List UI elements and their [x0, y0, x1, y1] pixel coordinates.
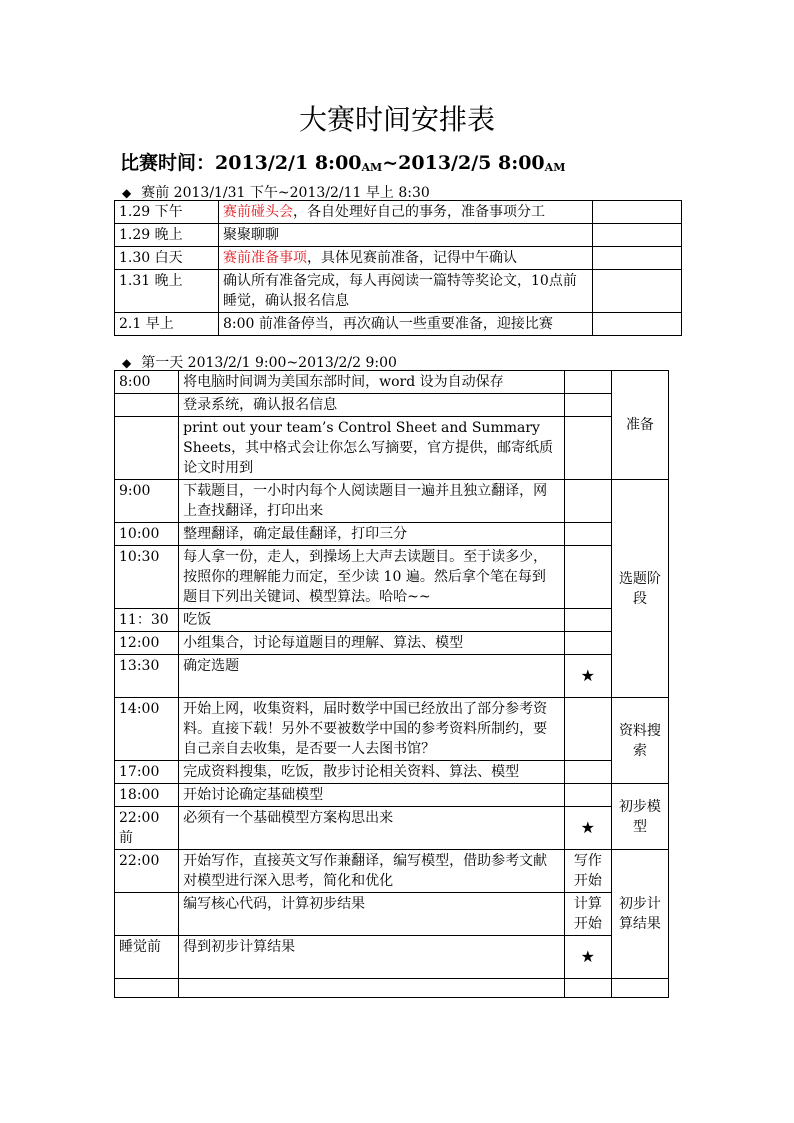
row-time: 18:00: [115, 784, 179, 807]
row-time: 1.30 白天: [115, 247, 219, 270]
row-time: 1.31 晚上: [115, 270, 219, 313]
row-desc: 将电脑时间调为美国东部时间，word 设为自动保存: [179, 371, 565, 394]
row-time: 12:00: [115, 632, 179, 655]
row-note: [593, 313, 682, 336]
row-desc-text: ，具体见赛前准备，记得中午确认: [307, 250, 517, 266]
row-desc-highlight: 赛前碰头会: [223, 204, 293, 220]
row-time: 10:30: [115, 546, 179, 609]
row-time: 17:00: [115, 761, 179, 784]
row-desc: 每人拿一份，走人，到操场上大声去读题目。至于读多少，按照你的理解能力而定，至少读 10 遍。然后拿个笔在每到题目下列出关键词、模型算法。哈哈~~: [179, 546, 565, 609]
row-mark: 写作开始: [564, 850, 611, 893]
table-row: [115, 394, 669, 417]
phase-label: 选题阶段: [611, 480, 668, 698]
table-row: [115, 936, 669, 979]
table-row: [115, 698, 669, 761]
row-desc: 开始写作，直接英文写作兼翻译，编写模型，借助参考文献对模型进行深入思考，简化和优化: [179, 850, 565, 893]
table-row: [115, 313, 682, 336]
row-note: [593, 247, 682, 270]
row-time: 14:00: [115, 698, 179, 761]
row-desc: 整理翻译，确定最佳翻译，打印三分: [179, 523, 565, 546]
contest-time: [120, 148, 565, 175]
diamond-bullet-icon: ◆: [122, 356, 132, 370]
row-time: 13:30: [115, 655, 179, 698]
day1-section-heading-text: 第一天 2013/2/1 9:00~2013/2/2 9:00: [141, 355, 397, 371]
table-row: [115, 270, 682, 313]
row-desc: 得到初步计算结果: [179, 936, 565, 979]
phase-label: 初步计算结果: [611, 850, 668, 979]
table-row: [115, 609, 669, 632]
row-note: [593, 270, 682, 313]
table-row: [115, 784, 669, 807]
phase-label: 准备: [611, 371, 668, 480]
row-mark: [564, 546, 611, 609]
table-row: [115, 632, 669, 655]
row-time: 22:00 前: [115, 807, 179, 850]
table-row: [115, 850, 669, 893]
table-row: [115, 201, 682, 224]
row-mark: [564, 979, 611, 998]
row-time: 1.29 下午: [115, 201, 219, 224]
row-mark: [564, 394, 611, 417]
contest-sep: ~: [382, 152, 399, 174]
row-desc: 小组集合，讨论每道题目的理解、算法、模型: [179, 632, 565, 655]
row-note: [593, 224, 682, 247]
table-row: [115, 546, 669, 609]
row-time: 1.29 晚上: [115, 224, 219, 247]
table-row: [115, 893, 669, 936]
row-desc-text: 聚聚聊聊: [223, 227, 279, 243]
row-mark: [564, 698, 611, 761]
row-time: 睡觉前: [115, 936, 179, 979]
row-desc: [219, 247, 593, 270]
row-desc-text: 确认所有准备完成，每人再阅读一篇特等奖论文，10点前睡觉，确认报名信息: [223, 273, 577, 309]
pre-section-heading-text: 赛前 2013/1/31 下午~2013/2/11 早上 8:30: [141, 185, 430, 201]
table-row: [115, 224, 682, 247]
table-row: [115, 247, 682, 270]
row-desc-text: ，各自处理好自己的事务，准备事项分工: [293, 204, 545, 220]
day1-schedule-table: [114, 370, 669, 998]
row-desc: 登录系统，确认报名信息: [179, 394, 565, 417]
table-row: [115, 417, 669, 480]
table-row: [115, 371, 669, 394]
table-row: [115, 655, 669, 698]
row-time: [115, 394, 179, 417]
row-mark: [564, 480, 611, 523]
row-time: 8:00: [115, 371, 179, 394]
row-desc: 完成资料搜集，吃饭，散步讨论相关资料、算法、模型: [179, 761, 565, 784]
row-desc: 开始讨论确定基础模型: [179, 784, 565, 807]
row-desc: [219, 313, 593, 336]
table-row: [115, 807, 669, 850]
contest-time-label: 比赛时间：: [120, 152, 216, 174]
row-mark: [564, 523, 611, 546]
contest-start-suffix: AM: [361, 161, 383, 174]
phase-label: 初步模型: [611, 784, 668, 850]
diamond-bullet-icon: ◆: [122, 186, 132, 200]
row-time: 22:00: [115, 850, 179, 893]
table-row: [115, 523, 669, 546]
pre-schedule-table: [114, 200, 682, 336]
row-desc: 下载题目，一小时内每个人阅读题目一遍并且独立翻译，网上查找翻译，打印出来: [179, 480, 565, 523]
contest-start: 2013/2/1 8:00: [215, 152, 362, 174]
page-title: 大赛时间安排表: [298, 103, 495, 136]
phase-label: 资料搜索: [611, 698, 668, 784]
table-row: [115, 480, 669, 523]
row-mark: [564, 632, 611, 655]
contest-end-suffix: AM: [544, 161, 566, 174]
row-desc: 吃饭: [179, 609, 565, 632]
row-time: 11：30: [115, 609, 179, 632]
day1-section-heading: [122, 352, 397, 372]
star-icon: ★: [564, 807, 611, 850]
row-mark: [564, 417, 611, 480]
row-desc: 编写核心代码，计算初步结果: [179, 893, 565, 936]
row-desc: [179, 979, 565, 998]
row-desc: [219, 224, 593, 247]
row-mark: [564, 609, 611, 632]
star-icon: ★: [564, 936, 611, 979]
row-time: 2.1 早上: [115, 313, 219, 336]
row-time: 10:00: [115, 523, 179, 546]
row-desc-highlight: 赛前准备事项: [223, 250, 307, 266]
pre-section-heading: [122, 182, 430, 202]
table-row: [115, 979, 669, 998]
row-desc: 开始上网，收集资料，届时数学中国已经放出了部分参考资料。直接下载！另外不要被数学中国的参考资料所制约，要自己亲自去收集，是否要一人去图书馆？: [179, 698, 565, 761]
row-time: [115, 893, 179, 936]
contest-end: 2013/2/5 8:00: [398, 152, 545, 174]
row-note: [593, 201, 682, 224]
row-mark: [564, 761, 611, 784]
row-desc: 必须有一个基础模型方案构思出来: [179, 807, 565, 850]
row-time: [115, 979, 179, 998]
phase-label-empty: [611, 979, 668, 998]
row-desc: [219, 270, 593, 313]
row-time: 9:00: [115, 480, 179, 523]
table-row: [115, 761, 669, 784]
row-mark: 计算开始: [564, 893, 611, 936]
star-icon: ★: [564, 655, 611, 698]
row-desc: 确定选题: [179, 655, 565, 698]
row-desc-text: 8:00 前准备停当，再次确认一些重要准备，迎接比赛: [223, 316, 553, 332]
row-desc: [219, 201, 593, 224]
row-mark: [564, 371, 611, 394]
row-mark: [564, 784, 611, 807]
row-time: [115, 417, 179, 480]
row-desc: print out your team’s Control Sheet and Summary Sheets，其中格式会让你怎么写摘要，官方提供，邮寄纸质论文时用到: [179, 417, 565, 480]
